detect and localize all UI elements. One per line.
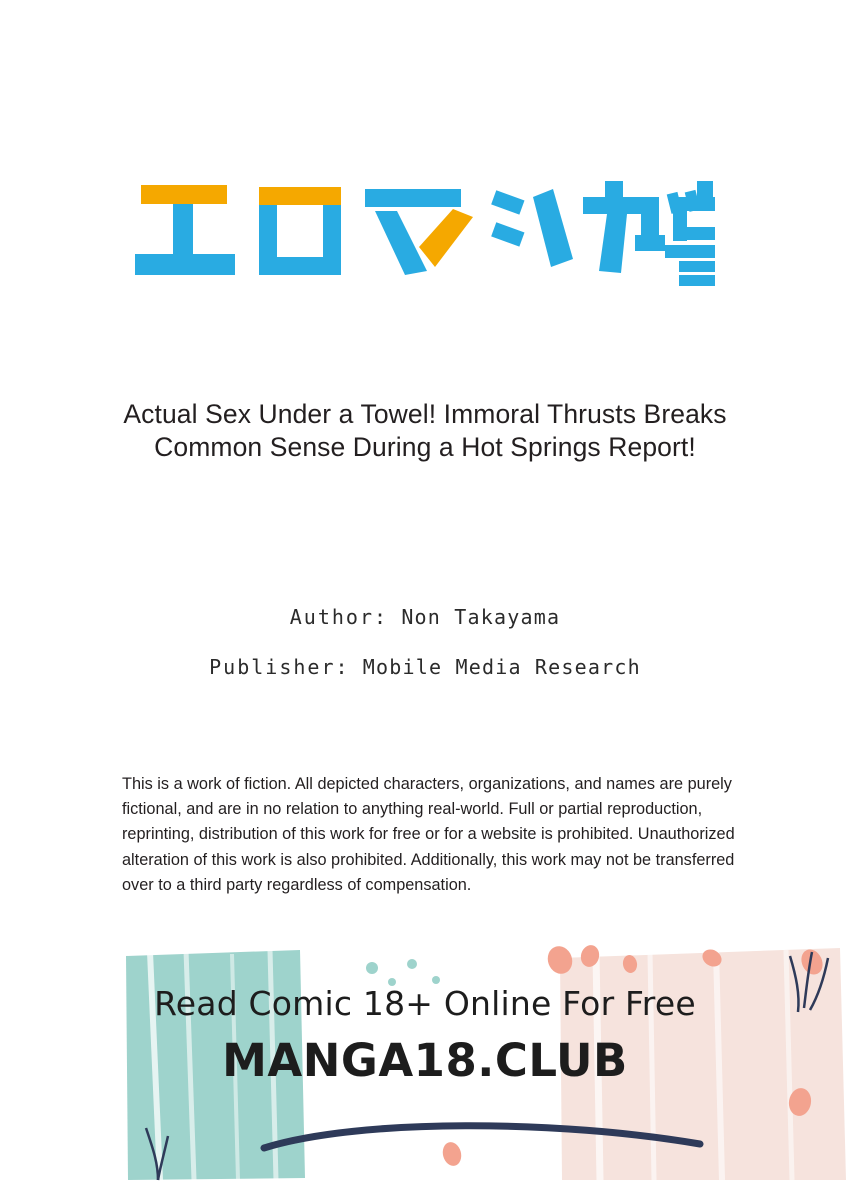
banner-tagline: Read Comic 18+ Online For Free: [154, 984, 696, 1023]
author-value: Non Takayama: [401, 605, 561, 629]
publisher-line: [0, 655, 850, 679]
credits-block: [0, 605, 850, 705]
page-title: Actual Sex Under a Towel! Immoral Thrusts Breaks Common Sense During a Hot Springs Report!: [123, 399, 727, 462]
promo-banner[interactable]: [0, 942, 850, 1182]
publisher-label: Publisher:: [209, 655, 350, 679]
disclaimer-text: This is a work of fiction. All depicted characters, organizations, and names are purely fictional, and are in no relation to anything real-world. Full or partial reproduction, reprinting, distribution of this work for free or for a website is prohibited. Unauthorized alteration of this work is also prohibited. Additionally, this work may not be transferred over to a third party regardless of compensation.: [122, 775, 735, 894]
author-label: Author:: [289, 605, 389, 629]
eromanga-shima-logo-icon: [135, 175, 715, 295]
logo: [0, 170, 850, 300]
publisher-value: Mobile Media Research: [362, 655, 641, 679]
banner-site-name[interactable]: MANGA18.CLUB: [222, 1034, 628, 1087]
author-line: [0, 605, 850, 629]
